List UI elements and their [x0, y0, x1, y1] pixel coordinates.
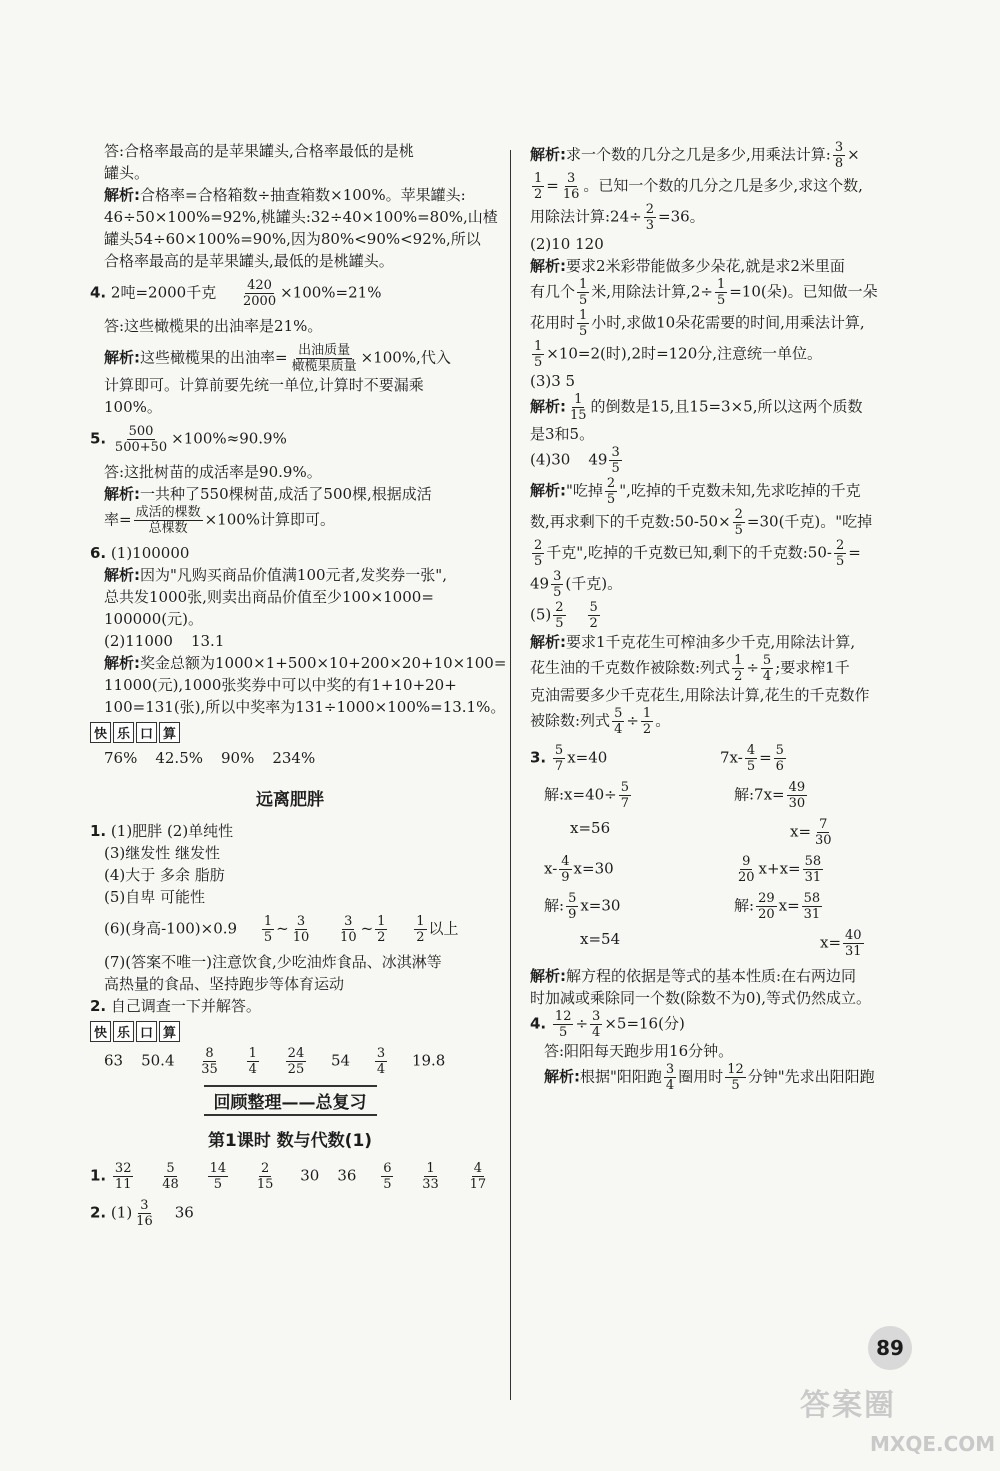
analysis-line: 解析:要求2米彩带能做多少朵花,就是求2米里面 — [530, 257, 845, 275]
fraction: $\frac{3}{5}$ — [611, 445, 620, 476]
fraction: $\frac{3}{10}$ — [340, 914, 357, 945]
analysis-line: 解析:"吃掉 $\frac{2}{5}$ ",吃掉的千克数未知,先求吃掉的千克 — [530, 476, 861, 507]
question-1: 1. (1)肥胖 (2)单纯性 — [90, 822, 234, 840]
fraction: $\frac{5}{6}$ — [775, 743, 784, 774]
fraction: $\frac{58}{31}$ — [803, 891, 821, 922]
fraction: $\frac{4}{9}$ — [561, 854, 570, 885]
fraction: $\frac{29}{20}$ — [758, 891, 775, 922]
text-line: 罐头。 — [104, 164, 150, 182]
fraction: $\frac{3}{16}$ — [136, 1198, 153, 1229]
fraction: $\frac{1}{4}$ — [248, 1046, 257, 1077]
fraction: $\frac{2}{5}$ — [606, 476, 616, 507]
review-q1: 1. $\frac{32}{11}$ $\frac{5}{48}$ $\frac{14}{5}$ $\frac{2}{15}$ 30 36 $\frac{6}{5}$ $\frac{1}{33}$ $\frac{4}{17}$ — [90, 1161, 487, 1192]
text-line: $\frac{1}{2}$ = $\frac{3}{16}$ 。已知一个数的几分之几是多少,求这个数, — [534, 171, 863, 202]
fraction-line: (6)(身高-100)×0.9 $\frac{1}{5}$ ~ $\frac{3}{10}$ $\frac{3}{10}$ ~ $\frac{1}{2}$ $\frac{1}{2}$ 以上 — [104, 914, 459, 945]
question-4: 4. 2吨=2000千克 $\frac{420}{2000}$ ×100%=21% — [90, 278, 382, 309]
right-column — [530, 140, 930, 1093]
fraction: $\frac{1}{5}$ — [534, 339, 543, 370]
text-line: 是3和5。 — [530, 425, 595, 443]
left-column — [90, 140, 507, 1229]
equation-row: 解: $\frac{5}{9}$ x=30 解: $\frac{29}{20}$ x= $\frac{58}{31}$ — [544, 891, 821, 922]
answer-line: 答:这批树苗的成活率是90.9%。 — [104, 463, 322, 481]
fraction: $\frac{8}{35}$ — [201, 1046, 218, 1077]
fraction: $\frac{4}{5}$ — [746, 743, 756, 774]
sub-answer: (3)3 5 — [530, 372, 576, 390]
text-line: (3)继发性 继发性 — [104, 844, 221, 862]
sub-answer: (4)30 49 $\frac{3}{5}$ — [530, 445, 620, 476]
text-line: 克油需要多少千克花生,用除法计算,花生的千克数作 — [530, 686, 870, 704]
fraction: $\frac{3}{5}$ — [553, 569, 562, 600]
equation-row: 解:x=40÷ $\frac{5}{7}$ 解:7x= $\frac{49}{30}$ — [544, 780, 806, 811]
answer-line: 答:这些橄榄果的出油率是21%。 — [104, 317, 323, 335]
fraction: $\frac{9}{20}$ — [738, 854, 755, 885]
fraction: $\frac{1}{2}$ — [416, 914, 425, 945]
fraction: $\frac{12}{5}$ — [554, 1009, 572, 1040]
lesson-title: 第1课时 数与代数(1) — [207, 1131, 373, 1151]
text-line: $\frac{1}{5}$ ×10=2(时),2时=120分,注意统一单位。 — [534, 339, 823, 370]
fraction: $\frac{7}{30}$ — [815, 817, 832, 848]
fraction: $\frac{1}{2}$ — [734, 653, 743, 684]
fraction: $\frac{3}{8}$ — [834, 140, 844, 171]
text-line: 数,再求剩下的千克数:50-50× $\frac{2}{5}$ =30(千克)。"吃掉 — [530, 507, 873, 538]
fraction: $\frac{5}{9}$ — [568, 891, 577, 922]
text-line: 高热量的食品、坚持跑步等体育运动 — [104, 975, 345, 993]
fraction: $\frac{3}{4}$ — [665, 1062, 675, 1093]
fraction: $\frac{2}{5}$ — [734, 507, 743, 538]
question-4: 4. $\frac{12}{5}$ ÷ $\frac{3}{4}$ ×5=16(分) — [530, 1009, 685, 1040]
text-line: 被除数:列式 $\frac{5}{4}$ ÷ $\frac{1}{2}$ 。 — [530, 706, 671, 737]
fraction: $\frac{12}{5}$ — [727, 1062, 744, 1093]
equation-row: 3. $\frac{5}{7}$ x=40 7x- $\frac{4}{5}$ = $\frac{5}{6}$ — [530, 743, 784, 774]
text-line: 罐头54÷60×100%=90%,因为80%<90%<92%,所以 — [104, 230, 481, 248]
fraction: $\frac{3}{10}$ — [292, 914, 310, 945]
text-line: 计算即可。计算前要先统一单位,计算时不要漏乘 — [104, 376, 424, 394]
fraction: $\frac{420}{2000}$ — [243, 278, 277, 309]
page-number: 89 — [868, 1326, 912, 1370]
text-line: $\frac{2}{5}$ 千克",吃掉的千克数已知,剩下的千克数:50- $\frac{2}{5}$ = — [534, 538, 861, 569]
analysis-line: 解析:合格率=合格箱数÷抽查箱数×100%。苹果罐头: — [104, 186, 466, 204]
fraction: $\frac{32}{11}$ — [114, 1161, 132, 1192]
fraction: $\frac{5}{7}$ — [554, 743, 564, 774]
fraction: $\frac{1}{5}$ — [579, 308, 588, 339]
analysis-line: 解析:奖金总额为1000×1+500×10+200×20+10×100= — [104, 654, 507, 672]
fraction: $\frac{6}{5}$ — [383, 1161, 392, 1192]
fraction: $\frac{1}{2}$ — [642, 706, 652, 737]
sub-answer: (5) $\frac{2}{5}$ $\frac{5}{2}$ — [530, 600, 598, 631]
fraction: $\frac{1}{5}$ — [263, 914, 273, 945]
question-2: 2. 自己调查一下并解答。 — [90, 997, 261, 1015]
analysis-line: 解析:根据"阳阳跑 $\frac{3}{4}$ 圈用时 $\frac{12}{5}$ 分钟"先求出阳阳跑 — [544, 1062, 875, 1093]
analysis-line: 解析: $\frac{1}{15}$ 的倒数是15,且15=3×5,所以这两个质数 — [530, 392, 863, 423]
quick-calc-answers: 76% 42.5% 90% 234% — [104, 749, 316, 767]
answer-line: 答:阳阳每天跑步用16分钟。 — [544, 1042, 734, 1060]
text-line: 率= $\frac{\text{成活的棵数}}{\text{总棵数}}$ ×100%计算即可。 — [104, 505, 336, 536]
fraction: $\frac{1}{5}$ — [579, 277, 588, 308]
fraction: $\frac{2}{15}$ — [256, 1161, 274, 1192]
fraction: $\frac{58}{31}$ — [804, 854, 822, 885]
text-line: (4)大于 多余 脂肪 — [104, 866, 225, 884]
text-line: 11000(元),1000张奖券中可以中奖的有1+10+20+ — [104, 676, 457, 694]
analysis-line: 解析:要求1千克花生可榨油多少千克,用除法计算, — [530, 633, 856, 651]
text-line: 100=131(张),所以中奖率为131÷1000×100%=13.1%。 — [104, 698, 506, 716]
text-line: 花生油的千克数作被除数:列式 $\frac{1}{2}$ ÷ $\frac{5}{4}$ ;要求榨1千 — [530, 653, 850, 684]
fraction: $\frac{1}{15}$ — [570, 392, 587, 423]
text-line: 花用时 $\frac{1}{5}$ 小时,求做10朵花需要的时间,用乘法计算, — [530, 308, 865, 339]
fraction: $\frac{14}{5}$ — [209, 1161, 227, 1192]
fraction: $\frac{5}{48}$ — [162, 1161, 179, 1192]
fraction: $\frac{2}{5}$ — [835, 538, 845, 569]
sub-answer: (2)11000 13.1 — [104, 632, 225, 650]
sub-answer: (2)10 120 — [530, 235, 604, 253]
question-6: 6. (1)100000 — [90, 544, 190, 562]
section-title: 远离肥胖 — [256, 790, 324, 810]
quick-calc-answers: 63 50.4 $\frac{8}{35}$ $\frac{1}{4}$ $\frac{24}{25}$ 54 $\frac{3}{4}$ 19.8 — [104, 1046, 446, 1077]
fraction: $\frac{\text{出油质量}}{\text{橄榄果质量}}$ — [291, 343, 357, 374]
analysis-line: 解析:因为"凡购买商品价值满100元者,发奖券一张", — [104, 566, 447, 584]
fraction: $\frac{1}{5}$ — [716, 277, 726, 308]
watermark-logo: 答案圈 — [800, 1388, 896, 1423]
watermark-url: MXQE.COM — [870, 1432, 996, 1456]
fraction: $\frac{1}{2}$ — [534, 171, 543, 202]
text-line: 总共发1000张,则卖出商品价值至少100×1000= — [104, 588, 434, 606]
review-q2: 2. (1) $\frac{3}{16}$ 36 — [90, 1198, 194, 1229]
fraction: $\frac{2}{5}$ — [555, 600, 564, 631]
fraction: $\frac{\text{成活的棵数}}{\text{总棵数}}$ — [135, 505, 201, 536]
fraction: $\frac{40}{31}$ — [845, 928, 862, 959]
question-5: 5. $\frac{500}{500+50}$ ×100%≈90.9% — [90, 424, 287, 455]
fraction: $\frac{3}{4}$ — [592, 1009, 601, 1040]
text-line: 时加减或乘除同一个数(除数不为0),等式仍然成立。 — [530, 989, 872, 1007]
quick-calc-badge: 快 乐 口 算 — [90, 722, 180, 743]
fraction: $\frac{3}{4}$ — [376, 1046, 386, 1077]
quick-calc-badge: 快 乐 口 算 — [90, 1021, 180, 1042]
fraction: $\frac{2}{3}$ — [645, 202, 654, 233]
fraction: $\frac{5}{4}$ — [762, 653, 772, 684]
fraction: $\frac{5}{4}$ — [614, 706, 623, 737]
fraction: $\frac{4}{17}$ — [469, 1161, 487, 1192]
fraction: $\frac{49}{30}$ — [788, 780, 806, 811]
text-line: 有几个 $\frac{1}{5}$ 米,用除法计算,2÷ $\frac{1}{5}$ =10(朵)。已知做一朵 — [530, 277, 878, 308]
analysis-line: 解析:一共种了550棵树苗,成活了500棵,根据成活 — [104, 485, 432, 503]
fraction: $\frac{1}{33}$ — [422, 1161, 439, 1192]
text-line: 100%。 — [104, 398, 162, 416]
fraction: $\frac{24}{25}$ — [287, 1046, 305, 1077]
column-divider — [510, 150, 511, 1400]
text-line: 46÷50×100%=92%,桃罐头:32÷40×100%=80%,山楂 — [104, 208, 498, 226]
equation-row: x=54 x= $\frac{40}{31}$ — [580, 928, 862, 959]
fraction: $\frac{5}{2}$ — [589, 600, 598, 631]
analysis-line: 解析:求一个数的几分之几是多少,用乘法计算: $\frac{3}{8}$ × — [530, 140, 860, 171]
analysis-line: 解析:这些橄榄果的出油率= $\frac{\text{出油质量}}{\text{橄榄果质量}}$ ×100%,代入 — [104, 343, 451, 374]
text-line: 用除法计算:24÷ $\frac{2}{3}$ =36。 — [530, 202, 705, 233]
text-line: (7)(答案不唯一)注意饮食,少吃油炸食品、冰淇淋等 — [104, 953, 442, 971]
text-line: 100000(元)。 — [104, 610, 203, 628]
analysis-line: 解析:解方程的依据是等式的基本性质:在右两边同 — [530, 967, 857, 985]
fraction: $\frac{2}{5}$ — [534, 538, 543, 569]
fraction: $\frac{5}{7}$ — [620, 780, 630, 811]
fraction: $\frac{3}{16}$ — [562, 171, 580, 202]
equation-row: x- $\frac{4}{9}$ x=30 $\frac{9}{20}$ x+x= $\frac{58}{31}$ — [544, 854, 822, 885]
text-line: 答:合格率最高的是苹果罐头,合格率最低的是桃 — [104, 142, 414, 160]
text-line: 合格率最高的是苹果罐头,最低的是桃罐头。 — [104, 252, 394, 270]
fraction: $\frac{1}{2}$ — [377, 914, 386, 945]
text-line: 49 $\frac{3}{5}$ (千克)。 — [530, 569, 623, 600]
text-line: (5)自卑 可能性 — [104, 888, 206, 906]
review-title: 回顾整理——总复习 — [90, 1085, 490, 1116]
fraction: $\frac{500}{500+50}$ — [114, 424, 168, 455]
equation-row: x=56 x= $\frac{7}{30}$ — [570, 817, 832, 848]
